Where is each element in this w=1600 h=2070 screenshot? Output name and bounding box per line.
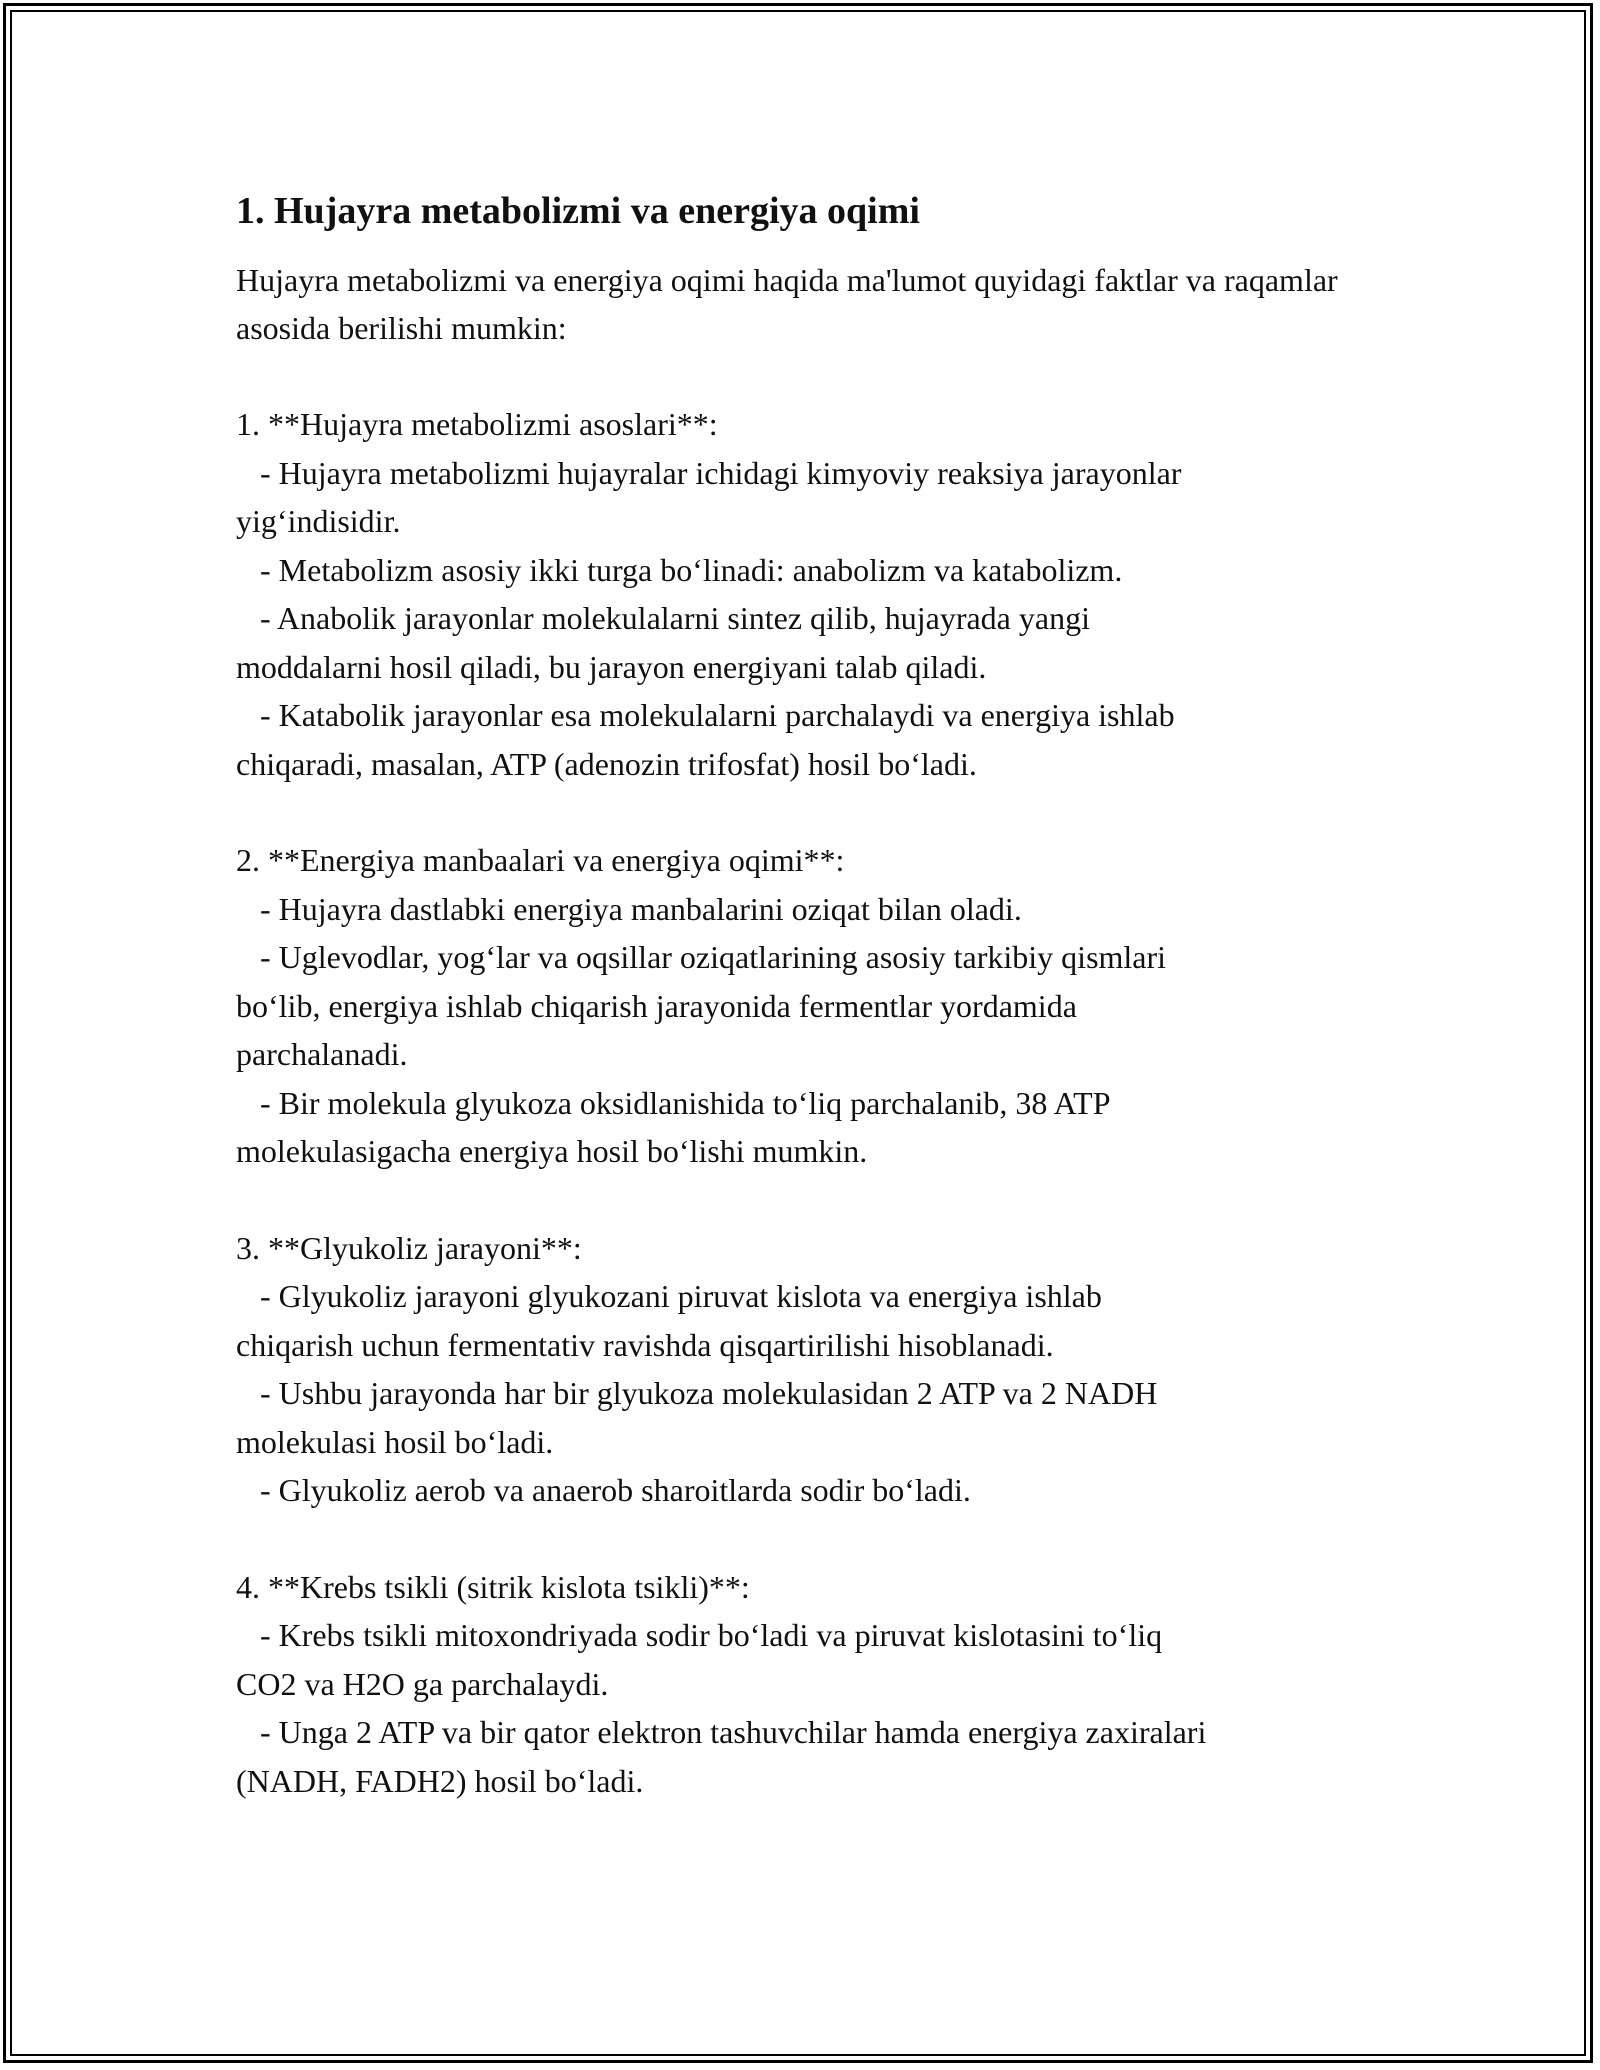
section-line: chiqaradi, masalan, ATP (adenozin trifosfat) hosil bo‘ladi.	[236, 745, 977, 782]
document-body	[236, 188, 1386, 1805]
section-line: - Katabolik jarayonlar esa molekulalarni parchalaydi va energiya ishlab	[236, 697, 1175, 733]
section-line: - Glyukoliz jarayoni glyukozani piruvat kislota va energiya ishlab	[236, 1278, 1102, 1314]
section-line: - Anabolik jarayonlar molekulalarni sintez qilib, hujayrada yangi	[236, 600, 1090, 636]
section-line: - Ushbu jarayonda har bir glyukoza molekulasidan 2 ATP va 2 NADH	[236, 1375, 1158, 1411]
section-line: molekulasigacha energiya hosil bo‘lishi mumkin.	[236, 1133, 868, 1169]
section-line: - Krebs tsikli mitoxondriyada sodir bo‘ladi va piruvat kislotasini to‘liq	[236, 1617, 1163, 1653]
section-line: - Uglevodlar, yog‘lar va oqsillar oziqatlarining asosiy tarkibiy qismlari	[236, 939, 1167, 975]
section-line: - Hujayra metabolizmi hujayralar ichidagi kimyoviy reaksiya jarayonlar	[236, 454, 1182, 491]
section-metabolism-basics	[236, 400, 1386, 788]
section-line: - Bir molekula glyukoza oksidlanishida to‘liq parchalanib, 38 ATP	[236, 1084, 1111, 1121]
section-line: - Hujayra dastlabki energiya manbalarini oziqat bilan oladi.	[236, 890, 1022, 927]
section-line: - Metabolizm asosiy ikki turga bo‘linadi: anabolizm va katabolizm.	[236, 551, 1123, 588]
section-line: - Unga 2 ATP va bir qator elektron tashuvchilar hamda energiya zaxiralari	[236, 1714, 1207, 1750]
intro-paragraph: Hujayra metabolizmi va energiya oqimi haqida ma'lumot quyidagi faktlar va raqamlar asosida berilishi mumkin:	[236, 262, 1338, 346]
section-energy-sources	[236, 836, 1386, 1176]
section-line: chiqarish uchun fermentativ ravishda qisqartirilishi hisoblanadi.	[236, 1326, 1054, 1363]
section-line: CO2 va H2O ga parchalaydi.	[236, 1665, 609, 1702]
section-line: (NADH, FADH2) hosil bo‘ladi.	[236, 1762, 644, 1799]
section-heading: 2. **Energiya manbaalari va energiya oqimi**:	[236, 842, 845, 878]
document-title: 1. Hujayra metabolizmi va energiya oqimi	[236, 190, 920, 232]
section-line: molekulasi hosil bo‘ladi.	[236, 1423, 554, 1460]
section-glycolysis	[236, 1224, 1386, 1515]
section-krebs-cycle	[236, 1563, 1386, 1806]
section-line: - Glyukoliz aerob va anaerob sharoitlarda sodir bo‘ladi.	[236, 1472, 971, 1508]
section-line: moddalarni hosil qiladi, bu jarayon energiyani talab qiladi.	[236, 648, 987, 685]
section-line: parchalanadi.	[236, 1036, 408, 1072]
section-line: yig‘indisidir.	[236, 503, 401, 539]
section-heading: 3. **Glyukoliz jarayoni**:	[236, 1229, 582, 1266]
section-line: bo‘lib, energiya ishlab chiqarish jarayonida fermentlar yordamida	[236, 987, 1077, 1024]
section-heading: 1. **Hujayra metabolizmi asoslari**:	[236, 406, 718, 442]
section-heading: 4. **Krebs tsikli (sitrik kislota tsikli)**:	[236, 1568, 750, 1605]
